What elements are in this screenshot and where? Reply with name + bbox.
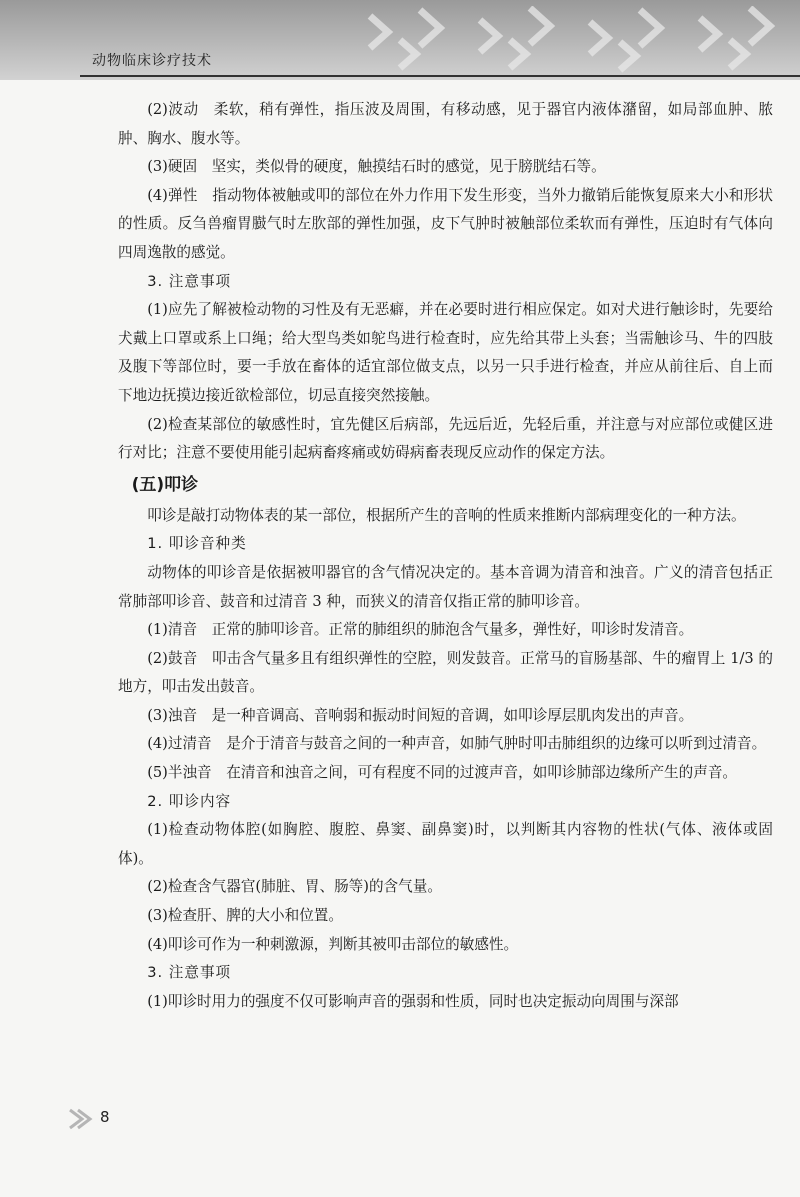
sub-heading: 1. 叩诊音种类 [147,535,247,553]
paragraph-block-b [118,502,773,1017]
sub-heading: 3. 注意事项 [147,272,232,290]
paragraph: (2)检查含气器官(肺脏、胃、肠等)的含气量。 [147,878,442,896]
paragraph: (2)鼓音 叩击含气量多且有组织弹性的空腔，则发鼓音。正常马的盲肠基部、牛的瘤胃上 1/3 的地方，叩击发出鼓音。 [118,649,773,696]
paragraph: (4)过清音 是介于清音与鼓音之间的一种声音，如肺气肿时叩击肺组织的边缘可以听到过清音。 [147,735,767,753]
page-number: 8 [100,1108,110,1126]
paragraph: (1)应先了解被检动物的习性及有无恶癖，并在必要时进行相应保定。如对犬进行触诊时，先要给犬戴上口罩或系上口绳；给大型鸟类如鸵鸟进行检查时，应先给其带上头套；当需触诊马、牛的四肢及腹下等部位时，要一手放在畜体的适宜部位做支点，以另一只手进行检查，并应从前往后、自上而下地边抚摸边接近欲检部位，切忌直接突然接触。 [118,301,773,404]
paragraph: (1)清音 正常的肺叩诊音。正常的肺组织的肺泡含气量多，弹性好，叩诊时发清音。 [147,621,694,639]
paragraph: 叩诊是敲打动物体表的某一部位，根据所产生的音响的性质来推断内部病理变化的一种方法。 [147,506,746,524]
paragraph: (4)弹性 指动物体被触或叩的部位在外力作用下发生形变，当外力撤销后能恢复原来大小和形状的性质。反刍兽瘤胃臌气时左肷部的弹性加强，皮下气肿时被触部位柔软而有弹性，压迫时有气体向四周逸散的感觉。 [118,186,773,261]
sub-heading: 2. 叩诊内容 [147,792,232,810]
sub-heading: 3. 注意事项 [147,964,232,982]
paragraph-block-a [118,96,773,468]
paragraph: 动物体的叩诊音是依据被叩器官的含气情况决定的。基本音调为清音和浊音。广义的清音包括正常肺部叩诊音、鼓音和过清音 3 种，而狭义的清音仅指正常的肺叩诊音。 [118,563,773,610]
footer-arrow-icon [68,1104,128,1134]
paragraph: (4)叩诊可作为一种刺激源，判断其被叩击部位的敏感性。 [147,935,519,953]
paragraph: (2)检查某部位的敏感性时，宜先健区后病部，先远后近，先轻后重，并注意与对应部位或健区进行对比；注意不要使用能引起病畜疼痛或妨碍病畜表现反应动作的保定方法。 [118,415,773,462]
header-rule [80,75,800,77]
page-body [118,96,773,1016]
paragraph: (5)半浊音 在清音和浊音之间，可有程度不同的过渡声音，如叩诊肺部边缘所产生的声音。 [147,764,738,782]
paragraph: (3)硬固 坚实，类似骨的硬度，触摸结石时的感觉，见于膀胱结石等。 [147,158,606,176]
book-title: 动物临床诊疗技术 [92,53,212,69]
paragraph: (1)叩诊时用力的强度不仅可影响声音的强弱和性质，同时也决定振动向周围与深部 [147,992,679,1010]
header-band [0,0,800,80]
paragraph: (2)波动 柔软，稍有弹性，指压波及周围，有移动感，见于器官内液体潴留，如局部血肿、脓肿、胸水、腹水等。 [118,101,773,147]
paragraph: (3)检查肝、脾的大小和位置。 [147,907,343,925]
section-heading: (五)叩诊 [131,474,199,495]
paragraph: (3)浊音 是一种音调高、音响弱和振动时间短的音调，如叩诊厚层肌肉发出的声音。 [147,706,694,724]
paragraph: (1)检查动物体腔(如胸腔、腹腔、鼻窦、副鼻窦)时，以判断其内容物的性状(气体、液体或固体)。 [118,821,773,867]
arrow-pattern-icon [360,6,780,76]
